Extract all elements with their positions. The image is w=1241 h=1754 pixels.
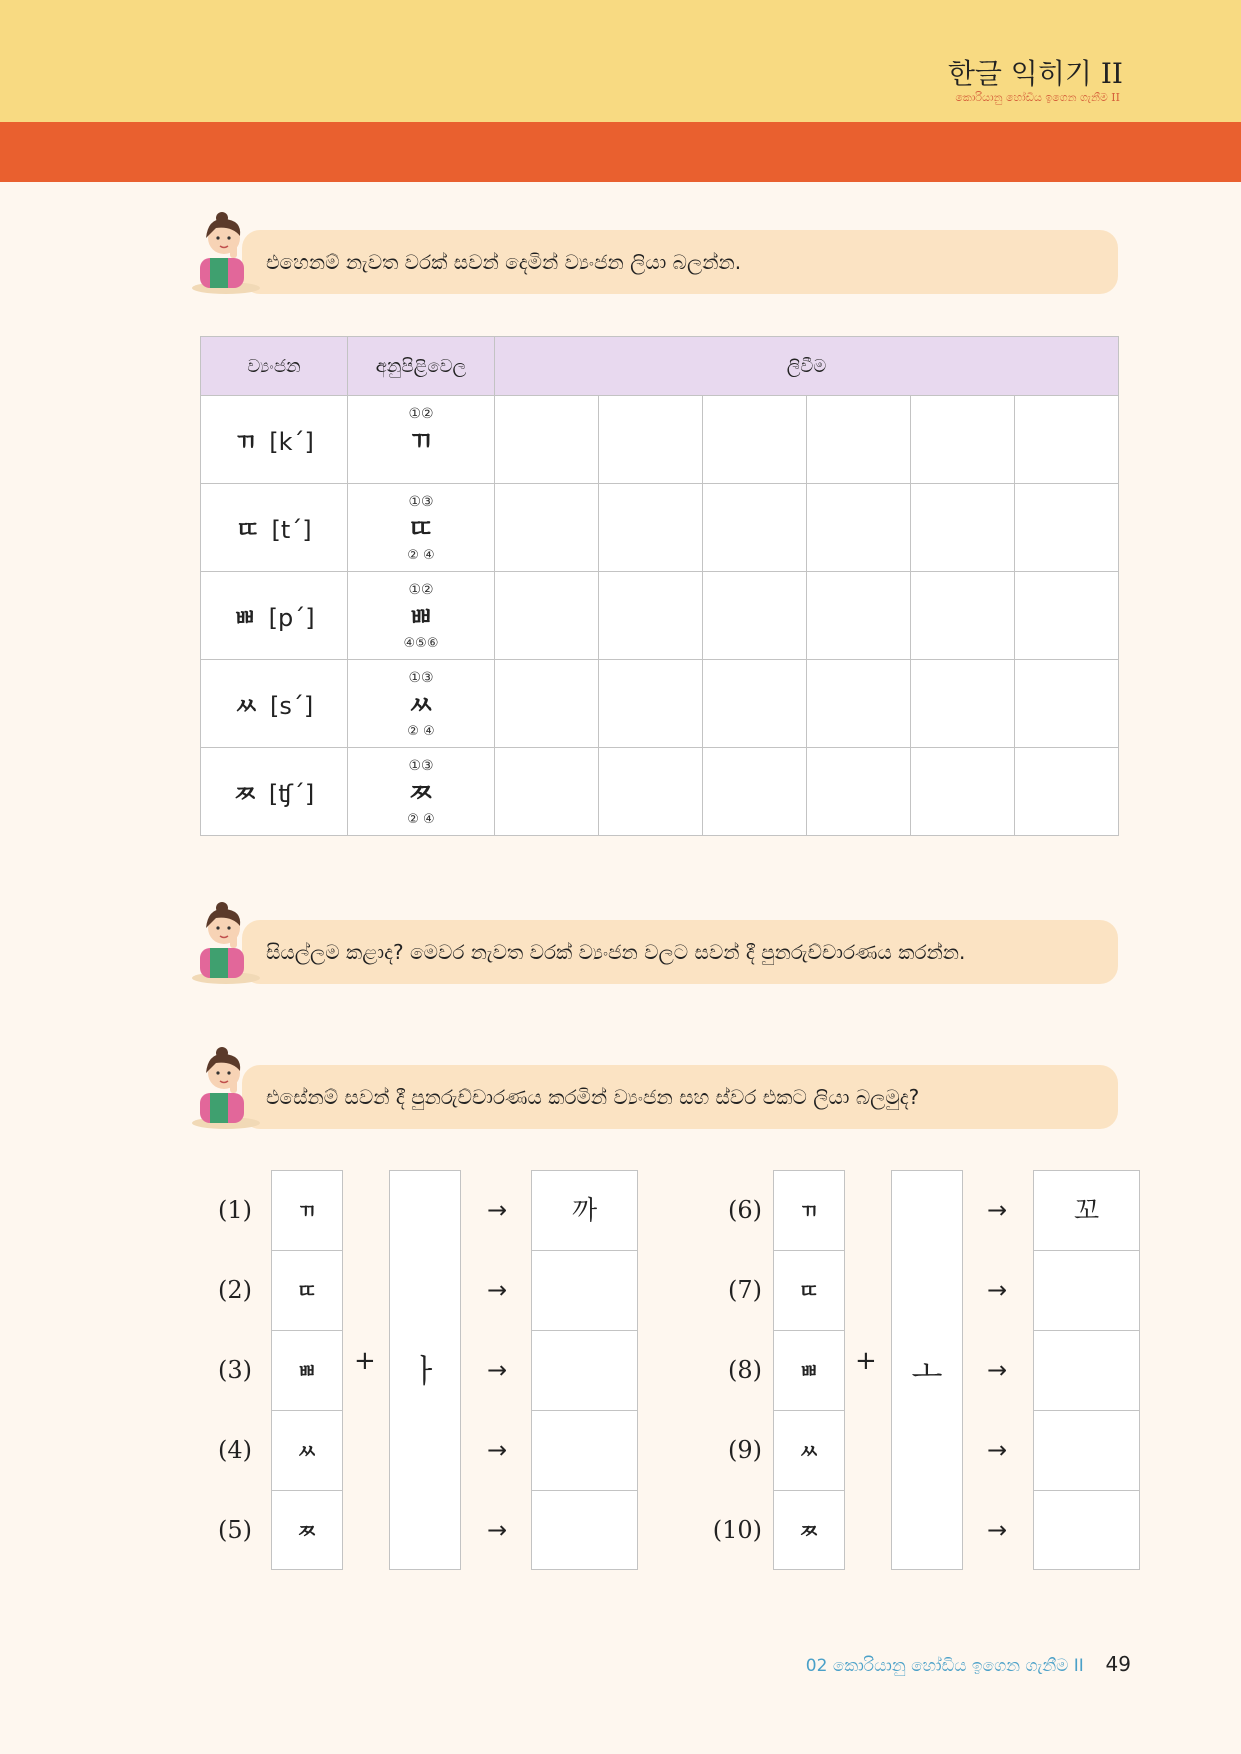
arrow-icon: → [986, 1436, 1008, 1464]
col-header-consonant: ව්‍යංජන [201, 337, 348, 396]
result-cell[interactable]: 까 [532, 1171, 637, 1251]
writing-cell[interactable] [599, 484, 703, 572]
col-header-writing: ලිවීම [495, 337, 1119, 396]
arrow-icon: → [486, 1196, 508, 1224]
teacher-avatar [186, 900, 266, 984]
stroke-numbers: ①② [408, 582, 434, 598]
vowel-column: ㅗ [891, 1170, 963, 1570]
writing-cell[interactable] [495, 748, 599, 836]
stroke-numbers-bottom: ② ④ [407, 724, 435, 739]
consonant-ipa: [s´] [269, 692, 314, 720]
arrow-icon: → [986, 1516, 1008, 1544]
stroke-numbers: ①② [408, 406, 434, 422]
consonant-cell [201, 660, 348, 748]
stroke-numbers-bottom: ② ④ [407, 812, 435, 827]
title-roman: II [1100, 57, 1123, 90]
consonant-cell: ㄸ [774, 1251, 844, 1331]
result-cell[interactable] [532, 1411, 637, 1491]
page-title [948, 52, 1123, 92]
item-label: (9) [728, 1436, 762, 1464]
consonant-cell: ㄲ [272, 1171, 342, 1251]
arrow-icon: → [986, 1196, 1008, 1224]
writing-cell[interactable] [599, 660, 703, 748]
consonant-cell [201, 748, 348, 836]
instruction-bubble-2 [186, 900, 1122, 984]
consonant-cell: ㅉ [799, 1519, 819, 1543]
consonant-jamo: ㅉ [233, 780, 257, 808]
table-row [201, 396, 1119, 484]
result-cell[interactable] [532, 1251, 637, 1331]
page-number: 49 [1105, 1652, 1131, 1676]
arrow-column [970, 1170, 1024, 1570]
col-header-order: අනුපිළිවෙල [348, 337, 495, 396]
writing-cell[interactable] [911, 396, 1015, 484]
item-label: (6) [728, 1196, 762, 1224]
writing-cell[interactable] [1015, 396, 1119, 484]
instruction-bubble-1 [186, 210, 1122, 294]
consonant-cell: ㄸ [272, 1251, 342, 1331]
arrow-icon: → [986, 1276, 1008, 1304]
writing-cell[interactable] [495, 572, 599, 660]
consonant-cell: ㅉ [297, 1519, 317, 1543]
consonant-ipa: [k´] [269, 428, 314, 456]
stroke-order-cell [348, 572, 495, 660]
stroke-glyph: ㅃ [408, 603, 434, 633]
item-labels [200, 1170, 252, 1570]
instruction-bubble-3 [186, 1045, 1122, 1129]
item-label: (5) [218, 1516, 252, 1544]
consonant-column [271, 1170, 343, 1570]
writing-cell[interactable] [1015, 748, 1119, 836]
speech-bubble [242, 920, 1118, 984]
result-column [531, 1170, 638, 1570]
writing-cell[interactable] [1015, 484, 1119, 572]
bubble-text: එහෙනම් නැවත වරක් සවන් දෙමින් ව්‍යංජන ලියා බලන්න. [266, 250, 742, 274]
consonant-cell: ㅆ [272, 1411, 342, 1491]
stroke-order-cell [348, 660, 495, 748]
stroke-glyph: ㅆ [408, 691, 434, 721]
stroke-order-table [200, 336, 1119, 836]
writing-cell[interactable] [807, 748, 911, 836]
item-label: (3) [218, 1356, 252, 1384]
consonant-ipa: [p´] [268, 604, 315, 632]
stroke-numbers: ①③ [408, 670, 434, 686]
item-label: (4) [218, 1436, 252, 1464]
header-stripe [0, 122, 1241, 182]
writing-cell[interactable] [911, 660, 1015, 748]
stroke-glyph: ㄸ [408, 515, 434, 545]
result-cell[interactable] [532, 1331, 637, 1411]
consonant-cell: ㄲ [774, 1171, 844, 1251]
stroke-glyph: ㄲ [408, 427, 434, 457]
table-row [201, 660, 1119, 748]
writing-cell[interactable] [911, 572, 1015, 660]
table-header-row [201, 337, 1119, 396]
writing-cell[interactable] [703, 396, 807, 484]
writing-cell[interactable] [1015, 660, 1119, 748]
stroke-order-cell [348, 484, 495, 572]
writing-cell[interactable] [1015, 572, 1119, 660]
consonant-jamo: ㄸ [236, 516, 260, 544]
result-cell[interactable] [1034, 1331, 1139, 1411]
writing-cell[interactable] [911, 484, 1015, 572]
plus-sign: + [354, 1346, 376, 1376]
arrow-column [470, 1170, 524, 1570]
item-label: (1) [218, 1196, 252, 1224]
stroke-numbers-bottom: ② ④ [407, 548, 435, 563]
stroke-numbers: ①③ [408, 758, 434, 774]
teacher-avatar [186, 210, 266, 294]
consonant-ipa: [t´] [271, 516, 312, 544]
page-subtitle: කොරියානු හෝඩිය ඉගෙන ගැනීම II [955, 91, 1120, 104]
table-row [201, 748, 1119, 836]
arrow-icon: → [486, 1436, 508, 1464]
table-row [201, 572, 1119, 660]
arrow-icon: → [986, 1356, 1008, 1384]
result-column [1033, 1170, 1140, 1570]
item-label: (8) [728, 1356, 762, 1384]
consonant-cell [201, 572, 348, 660]
arrow-icon: → [486, 1356, 508, 1384]
stroke-numbers: ①③ [408, 494, 434, 510]
consonant-cell: ㅆ [774, 1411, 844, 1491]
arrow-icon: → [486, 1276, 508, 1304]
writing-cell[interactable] [599, 748, 703, 836]
bubble-text: සියල්ලම කළාද? මෙවර නැවත වරක් ව්‍යංජන වලට සවන් දී පුනරුච්චාරණය කරන්න. [266, 940, 966, 964]
speech-bubble [242, 1065, 1118, 1129]
consonant-column [773, 1170, 845, 1570]
writing-cell[interactable] [703, 660, 807, 748]
stroke-glyph: ㅉ [408, 779, 434, 809]
consonant-cell: ㅃ [774, 1331, 844, 1411]
writing-cell[interactable] [703, 484, 807, 572]
consonant-ipa: [ʧ´] [268, 780, 315, 808]
consonant-cell [201, 396, 348, 484]
consonant-jamo: ㄲ [234, 428, 258, 456]
writing-cell[interactable] [911, 748, 1015, 836]
writing-cell[interactable] [807, 572, 911, 660]
writing-cell[interactable] [703, 572, 807, 660]
writing-cell[interactable] [495, 396, 599, 484]
page-footer [806, 1652, 1131, 1676]
writing-cell[interactable] [703, 748, 807, 836]
result-cell[interactable] [1034, 1251, 1139, 1331]
item-label: (7) [728, 1276, 762, 1304]
consonant-cell: ㅃ [272, 1331, 342, 1411]
result-cell[interactable] [532, 1491, 637, 1571]
item-labels [700, 1170, 762, 1570]
result-cell[interactable] [1034, 1411, 1139, 1491]
writing-cell[interactable] [807, 660, 911, 748]
writing-cell[interactable] [807, 484, 911, 572]
table-row [201, 484, 1119, 572]
writing-cell[interactable] [495, 484, 599, 572]
item-label: (2) [218, 1276, 252, 1304]
result-cell[interactable]: 꼬 [1034, 1171, 1139, 1251]
stroke-order-cell [348, 396, 495, 484]
consonant-cell [201, 484, 348, 572]
consonant-jamo: ㅆ [234, 692, 258, 720]
arrow-icon: → [486, 1516, 508, 1544]
item-label: (10) [712, 1516, 762, 1544]
consonant-jamo: ㅃ [233, 604, 257, 632]
bubble-text: එසේනම් සවන් දී පුනරුච්චාරණය කරමින් ව්‍යංජන සහ ස්වර එකට ලියා බලමුද? [266, 1085, 920, 1109]
writing-cell[interactable] [495, 660, 599, 748]
title-korean: 한글 익히기 [947, 57, 1092, 90]
result-cell[interactable] [1034, 1491, 1139, 1571]
writing-cell[interactable] [599, 572, 703, 660]
teacher-avatar [186, 1045, 266, 1129]
writing-cell[interactable] [599, 396, 703, 484]
vowel-column: ㅏ [389, 1170, 461, 1570]
stroke-order-cell [348, 748, 495, 836]
chapter-label: 02 කොරියානු හෝඩිය ඉගෙන ගැනීම II [805, 1656, 1084, 1676]
plus-sign: + [855, 1346, 877, 1376]
writing-cell[interactable] [807, 396, 911, 484]
stroke-numbers-bottom: ④⑤⑥ [403, 636, 439, 651]
speech-bubble [242, 230, 1118, 294]
